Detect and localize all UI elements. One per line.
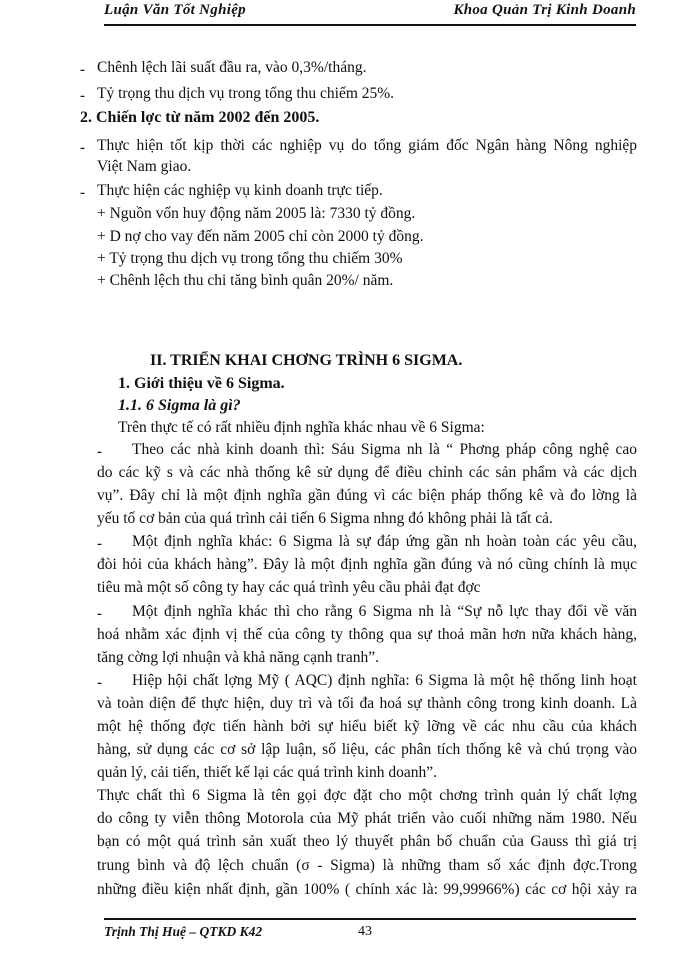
header-right: Khoa Quản Trị Kinh Doanh — [453, 2, 636, 18]
para-2-line: tiêu mà một số công ty hay các quá trình yêu cầu phải đạt đợc — [97, 579, 481, 596]
bullet-marker: - — [97, 536, 102, 552]
bullet-marker: - — [80, 62, 85, 78]
strategy-item-1-cont: Việt Nam giao. — [97, 158, 192, 175]
bullet-marker: - — [80, 185, 85, 201]
para-4-line: quản lý, cải tiến, thiết kế lại các quá trình kinh doanh”. — [97, 764, 438, 781]
strategy-item-1: Thực hiện tốt kịp thời các nghiệp vụ do tổng giám đốc Ngân hàng Nông nghiệp — [97, 137, 637, 154]
para-1-line: yếu tố cơ bản của quá trình cải tiến 6 Sigma nhng đó không phải là tất cả. — [97, 510, 553, 527]
para-4-line: một hệ thống đợc tiến hành bởi sự hiểu biết kỹ lỡng về các nhu cầu của khách — [97, 718, 637, 735]
para-3-line: tăng cờng lợi nhuận và khả năng cạnh tranh”. — [97, 649, 379, 666]
subsubsection-heading: 1.1. 6 Sigma là gì? — [118, 397, 241, 414]
footer-rule — [104, 918, 636, 920]
bullet-service-share: Tỷ trọng thu dịch vụ trong tổng thu chiếm 25%. — [97, 85, 395, 102]
plus-item: + D nợ cho vay đến năm 2005 chỉ còn 2000 tỷ đồng. — [97, 228, 424, 245]
para-4-line: Hiệp hội chất lợng Mỹ ( AQC) định nghĩa: 6 Sigma là một hệ thống linh hoạt — [132, 672, 637, 689]
para-1-line: do các kỹ s và các nhà thống kê sử dụng để điều chỉnh các sản phẩm và các dịch — [97, 464, 637, 481]
bullet-marker: - — [97, 675, 102, 691]
bullet-marker: - — [80, 88, 85, 104]
bullet-marker: - — [97, 444, 102, 460]
footer-author: Trịnh Thị Huệ – QTKD K42 — [104, 924, 263, 939]
header-left: Luận Văn Tốt Nghiệp — [104, 2, 246, 18]
para-2-line: đòi hỏi của khách hàng”. Đây là một định nghĩa gần đúng và nó cũng chính là mục — [97, 556, 637, 573]
para-2-line: Một định nghĩa khác: 6 Sigma là sự đáp ứng gần nh hoàn toàn các yêu cầu, — [132, 533, 637, 550]
para-4-line: hàng, sử dụng các cơ sở lập luận, số liệu, các phân tích thống kê và chú trọng vào — [97, 741, 637, 758]
page-header — [104, 2, 636, 22]
para-5-line: do công ty viễn thông Motorola của Mỹ phát triển vào cuối những năm 1980. Nếu — [97, 810, 637, 827]
header-rule — [104, 24, 636, 26]
para-4-line: và toàn diện để thực hiện, duy trì và tối đa hoá sự thành công trong kinh doanh. Là — [97, 695, 637, 712]
para-5-line: bạn có một quá trình sản xuất theo lý thuyết phân bố chuẩn của Gauss thì giá trị — [97, 833, 637, 850]
subsection-heading: 1. Giới thiệu về 6 Sigma. — [118, 375, 285, 392]
section-title: II. TRIỂN KHAI CHƠNG TRÌNH 6 SIGMA. — [150, 352, 463, 369]
plus-item: + Nguồn vốn huy động năm 2005 là: 7330 tỷ đồng. — [97, 205, 416, 222]
para-5-line: trung bình và độ lệch chuẩn (σ - Sigma) là những tham số xác định đợc.Trong — [97, 857, 637, 874]
plus-item: + Tỷ trọng thu dịch vụ trong tổng thu chiếm 30% — [97, 250, 403, 267]
para-5-line: những điều kiện nhất định, gần 100% ( chính xác là: 99,99966%) các cơ hội xảy ra — [97, 881, 637, 898]
para-5-line: Thực chất thì 6 Sigma là tên gọi đợc đặt cho một chơng trình quản lý chất lợng — [97, 787, 637, 804]
para-3-line: Một định nghĩa khác thì cho rằng 6 Sigma nh là “Sự nỗ lực thay đổi về văn — [132, 603, 637, 620]
bullet-marker: - — [97, 606, 102, 622]
para-1-line: Theo các nhà kinh doanh thì: Sáu Sigma nh là “ Phơng pháp công nghệ cao — [132, 441, 637, 458]
page-number: 43 — [358, 924, 372, 939]
bullet-marker: - — [80, 140, 85, 156]
para-3-line: hoá nhằm xác định vị thế của công ty thông qua sự thoả mãn hơn nữa khách hàng, — [97, 626, 637, 643]
intro-line: Trên thực tế có rất nhiều định nghĩa khác nhau về 6 Sigma: — [118, 419, 485, 436]
strategy-heading: 2. Chiến lợc từ năm 2002 đến 2005. — [80, 109, 320, 126]
plus-item: + Chênh lệch thu chi tăng bình quân 20%/ năm. — [97, 272, 394, 289]
para-1-line: vụ”. Đây chỉ là một định nghĩa gần đúng vì các biện pháp thống kê và đo lờng là — [97, 487, 637, 504]
bullet-interest-spread: Chênh lệch lãi suất đầu ra, vào 0,3%/tháng. — [97, 59, 367, 76]
strategy-item-2: Thực hiện các nghiệp vụ kinh doanh trực tiếp. — [97, 182, 383, 199]
